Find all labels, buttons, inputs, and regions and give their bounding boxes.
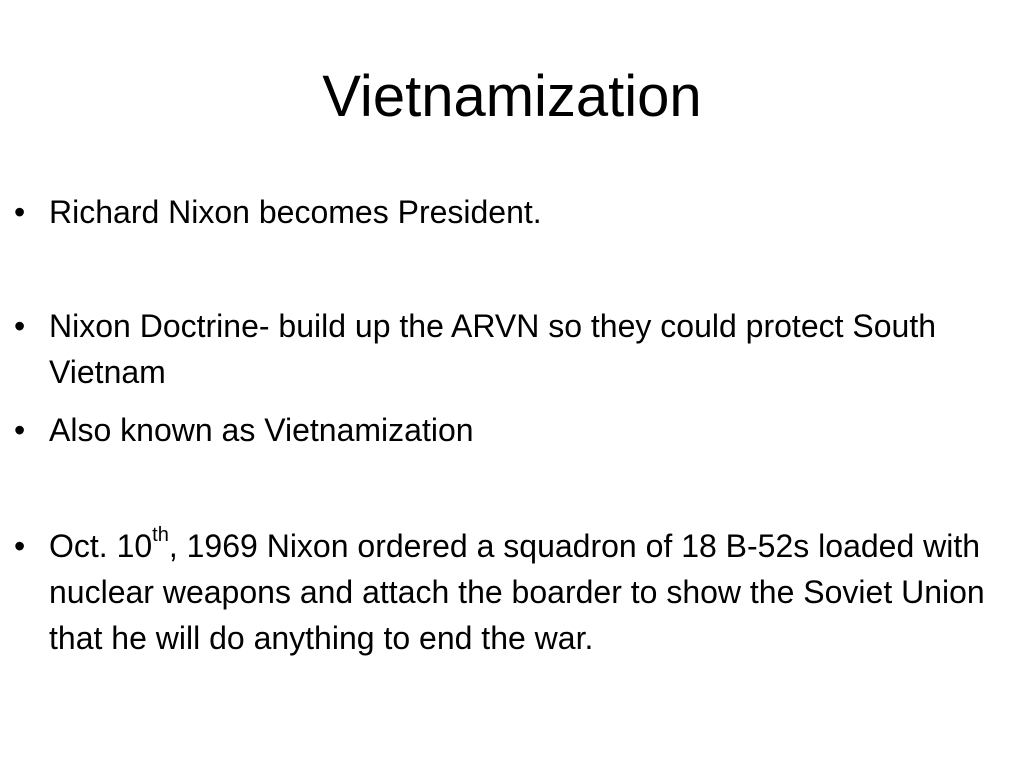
bullet-text <box>49 523 1004 661</box>
bullet-text: Nixon Doctrine- build up the ARVN so they could protect South Vietnam <box>49 308 937 390</box>
bullet-icon: • <box>14 308 26 344</box>
bullet-text: Also known as Vietnamization <box>49 412 474 448</box>
bullet-item <box>14 407 1004 453</box>
bullet-text-start: Oct. 10 <box>49 528 153 564</box>
bullet-item <box>14 189 1004 235</box>
ordinal-superscript: th <box>152 524 169 547</box>
bullet-text-end: , 1969 Nixon ordered a squadron of 18 B-52s loaded with nuclear weapons and attach the boarder to show the Soviet Union that he will do anything to end the war. <box>49 528 985 656</box>
bullet-item <box>14 523 1004 661</box>
bullet-text: Richard Nixon becomes President. <box>49 194 542 230</box>
bullet-icon: • <box>14 194 26 230</box>
slide-title: Vietnamization <box>322 64 702 129</box>
bullet-item <box>14 303 1004 395</box>
bullet-icon: • <box>14 412 26 448</box>
bullet-icon: • <box>14 528 26 564</box>
